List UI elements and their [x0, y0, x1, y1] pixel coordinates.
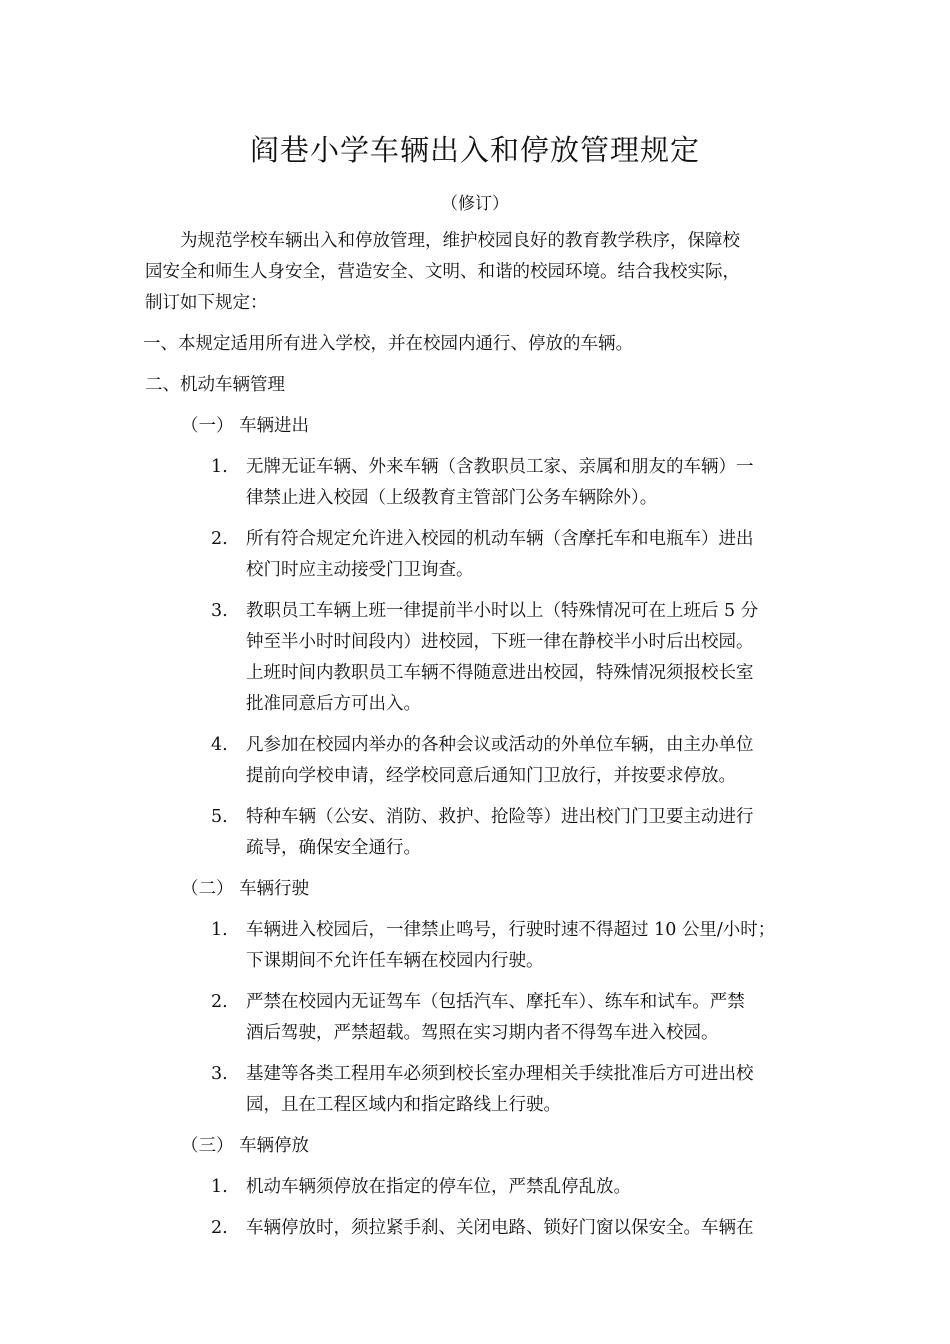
item-number: 2.	[211, 529, 228, 549]
item-line: 严禁在校园内无证驾车（包括汽车、摩托车）、练车和试车。严禁	[246, 992, 745, 1012]
item-number: 3.	[211, 1064, 228, 1084]
intro-line: 园安全和师生人身安全，营造安全、文明、和谐的校园环境。结合我校实际，	[145, 262, 740, 282]
item-line: 提前向学校申请，经学校同意后通知门卫放行，并按要求停放。	[246, 766, 736, 786]
item-number: 3.	[211, 601, 228, 621]
item-line: 无牌无证车辆、外来车辆（含教职员工家、亲属和朋友的车辆）一	[246, 457, 754, 477]
item-number: 4.	[211, 735, 228, 755]
item-line: 酒后驾驶，严禁超载。驾照在实习期内者不得驾车进入校园。	[246, 1023, 719, 1043]
item-line: 上班时间内教职员工车辆不得随意进出校园，特殊情况须报校长室	[246, 663, 754, 683]
item-number: 1.	[211, 920, 228, 940]
item-line: 下课期间不允许任车辆在校园内行驶。	[246, 951, 544, 971]
item-line: 钟至半小时时间段内）进校园，下班一律在静校半小时后出校园。	[246, 632, 754, 652]
item-line: 所有符合规定允许进入校园的机动车辆（含摩托车和电瓶车）进出	[246, 529, 754, 549]
intro-line: 制订如下规定：	[145, 293, 268, 313]
item-line: 校门时应主动接受门卫询查。	[246, 560, 474, 580]
subsection-2-heading: （二） 车辆行驶	[181, 879, 310, 899]
item-line: 律禁止进入校园（上级教育主管部门公务车辆除外）。	[246, 488, 658, 508]
intro-line: 为规范学校车辆出入和停放管理，维护校园良好的教育教学秩序，保障校	[180, 231, 740, 251]
list-item	[145, 730, 817, 792]
item-number: 1.	[211, 457, 228, 477]
item-number: 5.	[211, 807, 228, 827]
item-line: 批准同意后方可出入。	[246, 694, 421, 714]
document-title: 阎巷小学车辆出入和停放管理规定	[249, 133, 700, 167]
item-line: 特种车辆（公安、消防、救护、抢险等）进出校门门卫要主动进行	[246, 807, 754, 827]
section-2-heading: 二、机动车辆管理	[145, 375, 285, 395]
item-number: 2.	[211, 992, 228, 1012]
section-1: 一、本规定适用所有进入学校，并在校园内通行、停放的车辆。	[143, 334, 633, 354]
subsection-3-heading: （三） 车辆停放	[181, 1136, 310, 1156]
list-item	[145, 524, 817, 586]
document-body	[145, 226, 817, 1254]
list-item	[145, 452, 817, 514]
document-subtitle: （修订）	[441, 194, 509, 214]
item-line: 车辆进入校园后，一律禁止鸣号，行驶时速不得超过 10 公里/小时；	[246, 920, 776, 940]
list-item	[145, 802, 817, 864]
item-line: 疏导，确保安全通行。	[246, 838, 421, 858]
list-item	[145, 1059, 817, 1121]
list-item	[145, 915, 817, 977]
list-item	[145, 1172, 817, 1203]
item-line: 凡参加在校园内举办的各种会议或活动的外单位车辆，由主办单位	[246, 735, 754, 755]
subsection-1-heading: （一） 车辆进出	[181, 416, 310, 436]
list-item	[145, 596, 817, 720]
intro-paragraph	[145, 226, 817, 319]
item-line: 基建等各类工程用车必须到校长室办理相关手续批准后方可进出校	[246, 1064, 754, 1084]
item-line: 车辆停放时，须拉紧手刹、关闭电路、锁好门窗以保安全。车辆在	[246, 1218, 754, 1238]
item-line: 园，且在工程区域内和指定路线上行驶。	[246, 1095, 561, 1115]
item-line: 教职员工车辆上班一律提前半小时以上（特殊情况可在上班后 5 分	[246, 601, 759, 621]
item-number: 2.	[211, 1218, 228, 1238]
list-item	[145, 987, 817, 1049]
item-line: 机动车辆须停放在指定的停车位，严禁乱停乱放。	[246, 1177, 631, 1197]
list-item	[145, 1213, 817, 1244]
item-number: 1.	[211, 1177, 228, 1197]
